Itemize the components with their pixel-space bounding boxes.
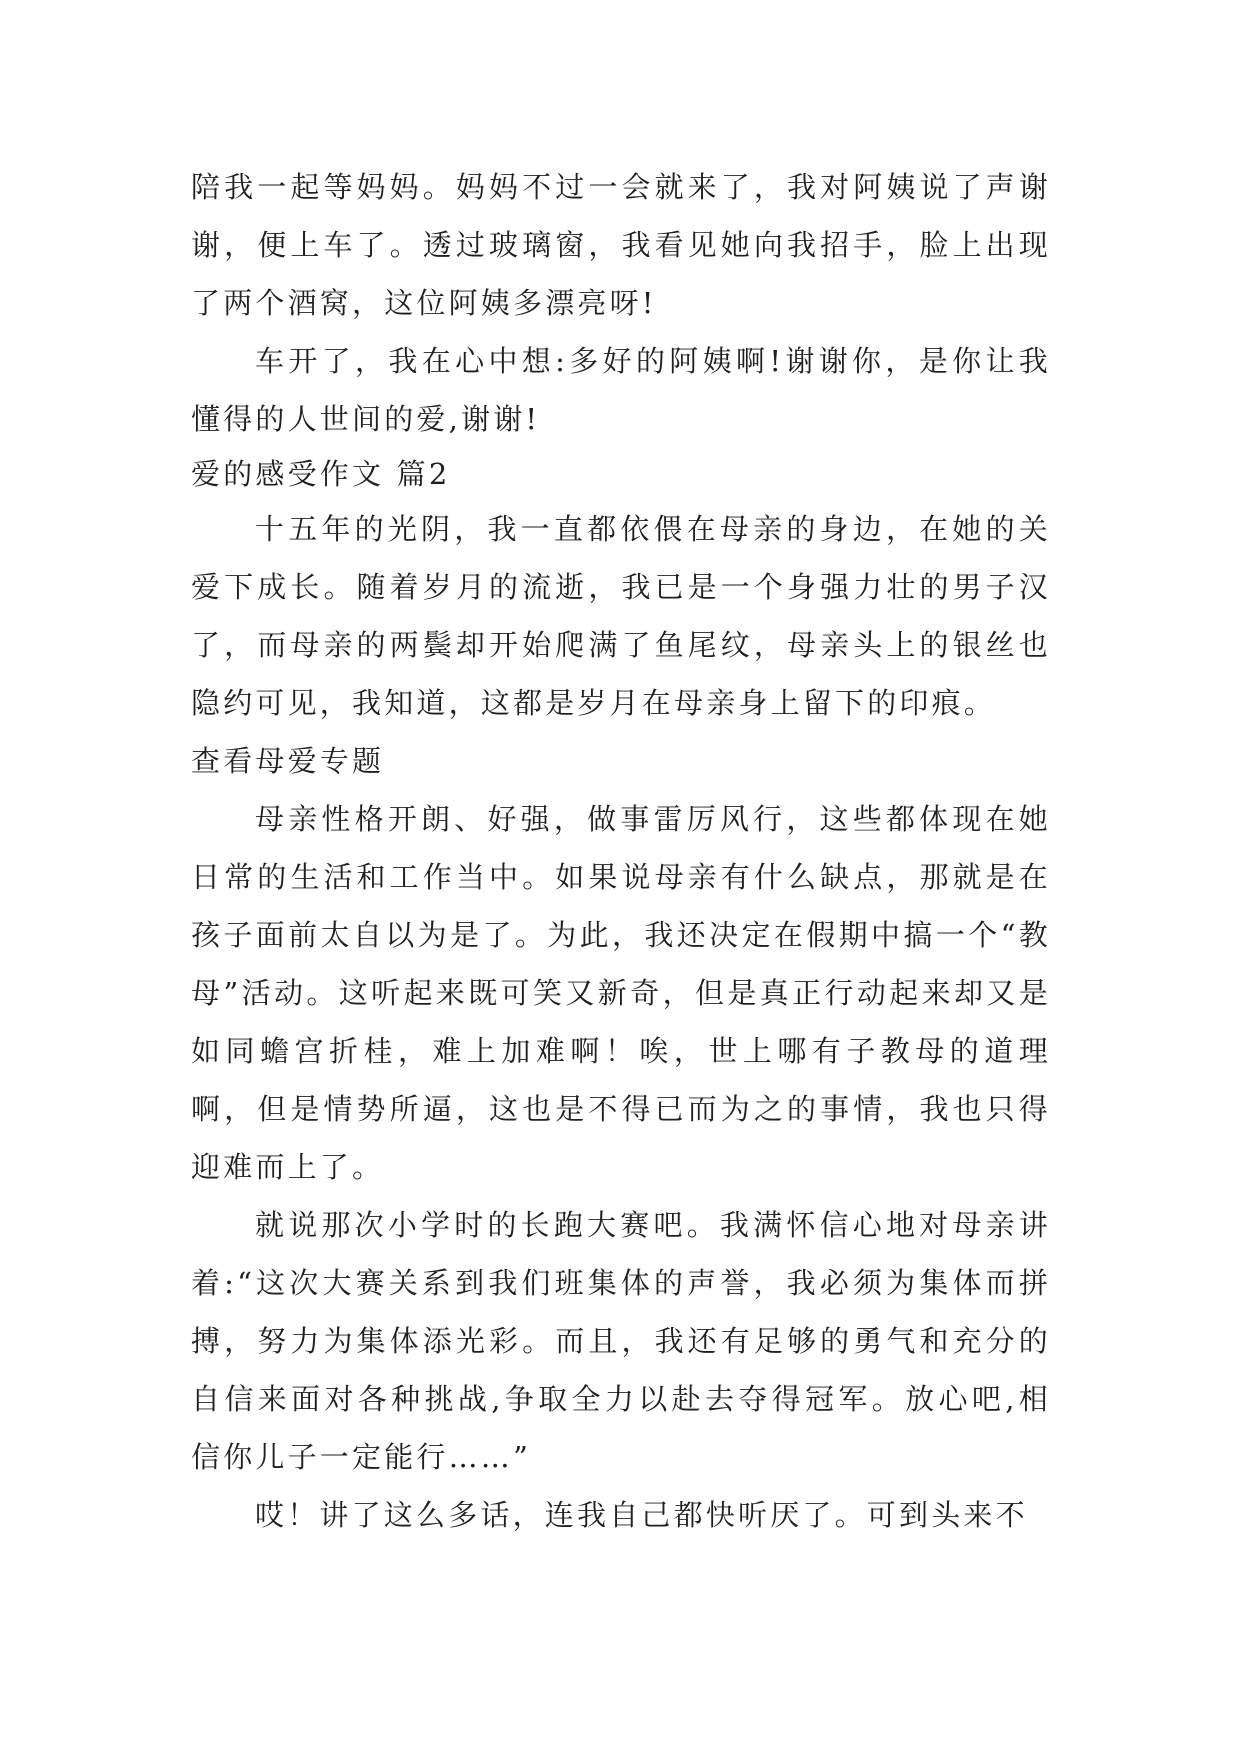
paragraph-6: 哎！讲了这么多话，连我自己都快听厌了。可到头来不 xyxy=(255,1498,1028,1532)
paragraph-3: 十五年的光阴，我一直都依偎在母亲的身边，在她的关爱下成长。随着岁月的流逝，我已是一个身强力壮的男子汉了，而母亲的两鬓却开始爬满了鱼尾纹，母亲头上的银丝也隐约可见，我知道，这都是岁月在母亲身上留下的印痕。 xyxy=(191,512,1051,720)
topic-link[interactable]: 查看母爱专题 xyxy=(191,744,385,778)
section-heading: 爱的感受作文 篇2 xyxy=(191,457,451,491)
document-body xyxy=(191,158,1051,1544)
paragraph-1: 陪我一起等妈妈。妈妈不过一会就来了，我对阿姨说了声谢谢，便上车了。透过玻璃窗，我看见她向我招手，脸上出现了两个酒窝，这位阿姨多漂亮呀! xyxy=(191,170,1051,320)
paragraph-4: 母亲性格开朗、好强，做事雷厉风行，这些都体现在她日常的生活和工作当中。如果说母亲有什么缺点，那就是在孩子面前太自以为是了。为此，我还决定在假期中搞一个“教母”活动。这听起来既可笑又新奇，但是真正行动起来却又是如同蟾宫折桂，难上加难啊！唉，世上哪有子教母的道理啊，但是情势所逼，这也是不得已而为之的事情，我也只得迎难而上了。 xyxy=(191,802,1051,1184)
paragraph-2: 车开了，我在心中想:多好的阿姨啊!谢谢你，是你让我懂得的人世间的爱,谢谢! xyxy=(191,344,1051,436)
paragraph-5: 就说那次小学时的长跑大赛吧。我满怀信心地对母亲讲着:“这次大赛关系到我们班集体的声誉，我必须为集体而拼搏，努力为集体添光彩。而且，我还有足够的勇气和充分的自信来面对各种挑战,争取全力以赴去夺得冠军。放心吧,相信你儿子一定能行……” xyxy=(191,1208,1051,1474)
